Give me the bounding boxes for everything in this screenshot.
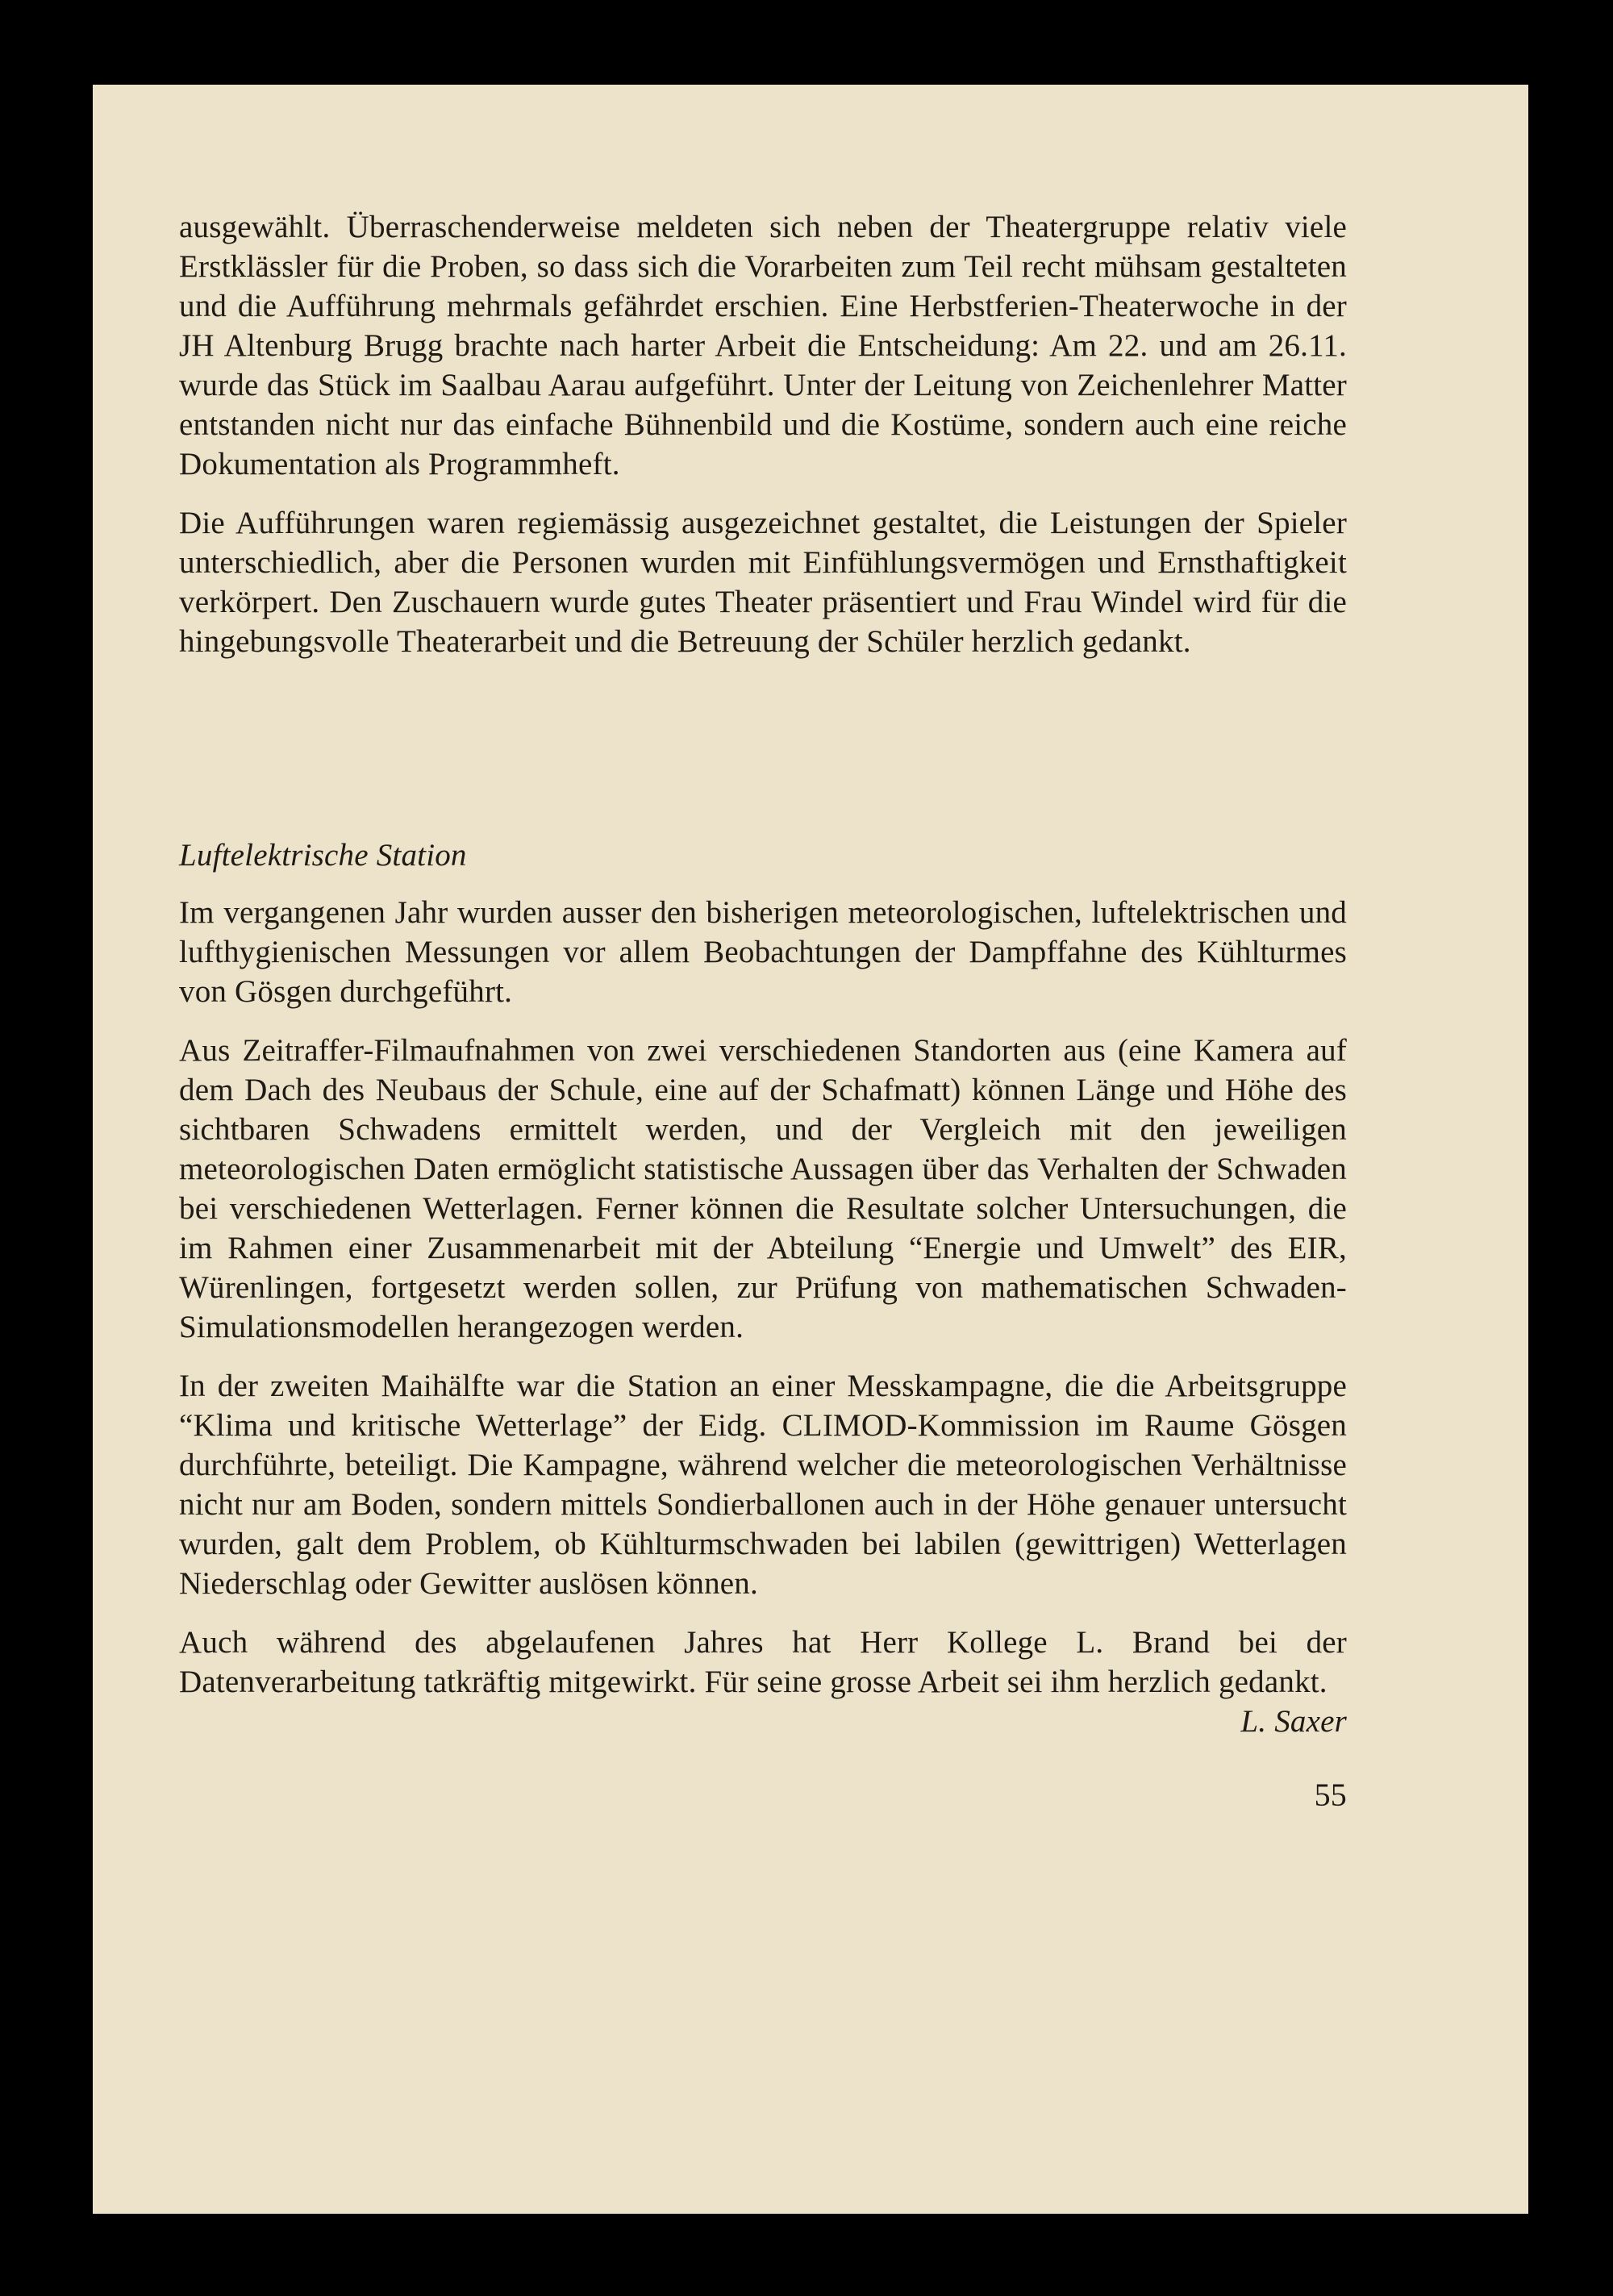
page-number: 55 <box>1314 1777 1347 1813</box>
paragraph: Die Aufführungen waren regiemässig ausgezeichnet gestaltet, die Leistungen der Spieler unterschiedlich, aber die Personen wurden mit Einfühlungsvermögen und Ernsthaftigkeit verkörpert. Den Zuschauern wurde gutes Theater präsentiert und Frau Windel wird für die hingebungsvolle Theaterarbeit und die Betreuung der Schüler herzlich gedankt. <box>179 506 1347 659</box>
section-heading: Luftelektrische Station <box>179 838 467 873</box>
paragraph: ausgewählt. Überraschenderweise meldeten sich neben der Theatergruppe relativ viele Erstklässler für die Proben, so dass sich die Vorarbeiten zum Teil recht mühsam gestalteten und die Aufführung mehrmals gefährdet erschien. Eine Herbstferien-Theaterwoche in der JH Altenburg Brugg brachte nach harter Arbeit die Entscheidung: Am 22. und am 26.11. wurde das Stück im Saalbau Aarau aufgeführt. Unter der Leitung von Zeichenlehrer Matter entstanden nicht nur das einfache Bühnenbild und die Kostüme, sondern auch eine reiche Dokumentation als Programmheft. <box>179 210 1347 481</box>
paragraph: In der zweiten Maihälfte war die Station an einer Messkampagne, die die Arbeitsgruppe “Klima und kritische Wetterlage” der Eidg. CLIMOD-Kommission im Raume Gösgen durchführte, beteiligt. Die Kampagne, während welcher die meteorologischen Verhältnisse nicht nur am Boden, sondern mittels Sondierballonen auch in der Höhe genauer untersucht wurden, galt dem Problem, ob Kühlturmschwaden bei labilen (gewittrigen) Wetterlagen Niederschlag oder Gewitter auslösen können. <box>179 1369 1347 1601</box>
author-signature: L. Saxer <box>1240 1704 1347 1739</box>
paragraph: Aus Zeitraffer-Filmaufnahmen von zwei verschiedenen Standorten aus (eine Kamera auf dem Dach des Neubaus der Schule, eine auf der Schafmatt) können Länge und Höhe des sichtbaren Schwadens ermittelt werden, und der Vergleich mit den jeweiligen meteorologischen Daten ermöglicht statistische Aussagen über das Verhalten der Schwaden bei verschiedenen Wetterlagen. Ferner können die Resultate solcher Untersuchungen, die im Rahmen einer Zusammenarbeit mit der Abteilung “Energie und Umwelt” des EIR, Würenlingen, fortgesetzt werden sollen, zur Prüfung von mathematischen Schwaden-Simulationsmodellen herangezogen werden. <box>179 1033 1347 1344</box>
document-page <box>93 85 1528 2214</box>
paragraph: Auch während des abgelaufenen Jahres hat Herr Kollege L. Brand bei der Datenverarbeitung tatkräftig mitgewirkt. Für seine grosse Arbeit sei ihm herzlich gedankt. <box>179 1625 1347 1699</box>
paragraph: Im vergangenen Jahr wurden ausser den bisherigen meteorologischen, luftelektrischen und lufthygienischen Messungen vor allem Beobachtungen der Dampffahne des Kühlturmes von Gösgen durchgeführt. <box>179 895 1347 1009</box>
page-content <box>179 207 1347 1815</box>
